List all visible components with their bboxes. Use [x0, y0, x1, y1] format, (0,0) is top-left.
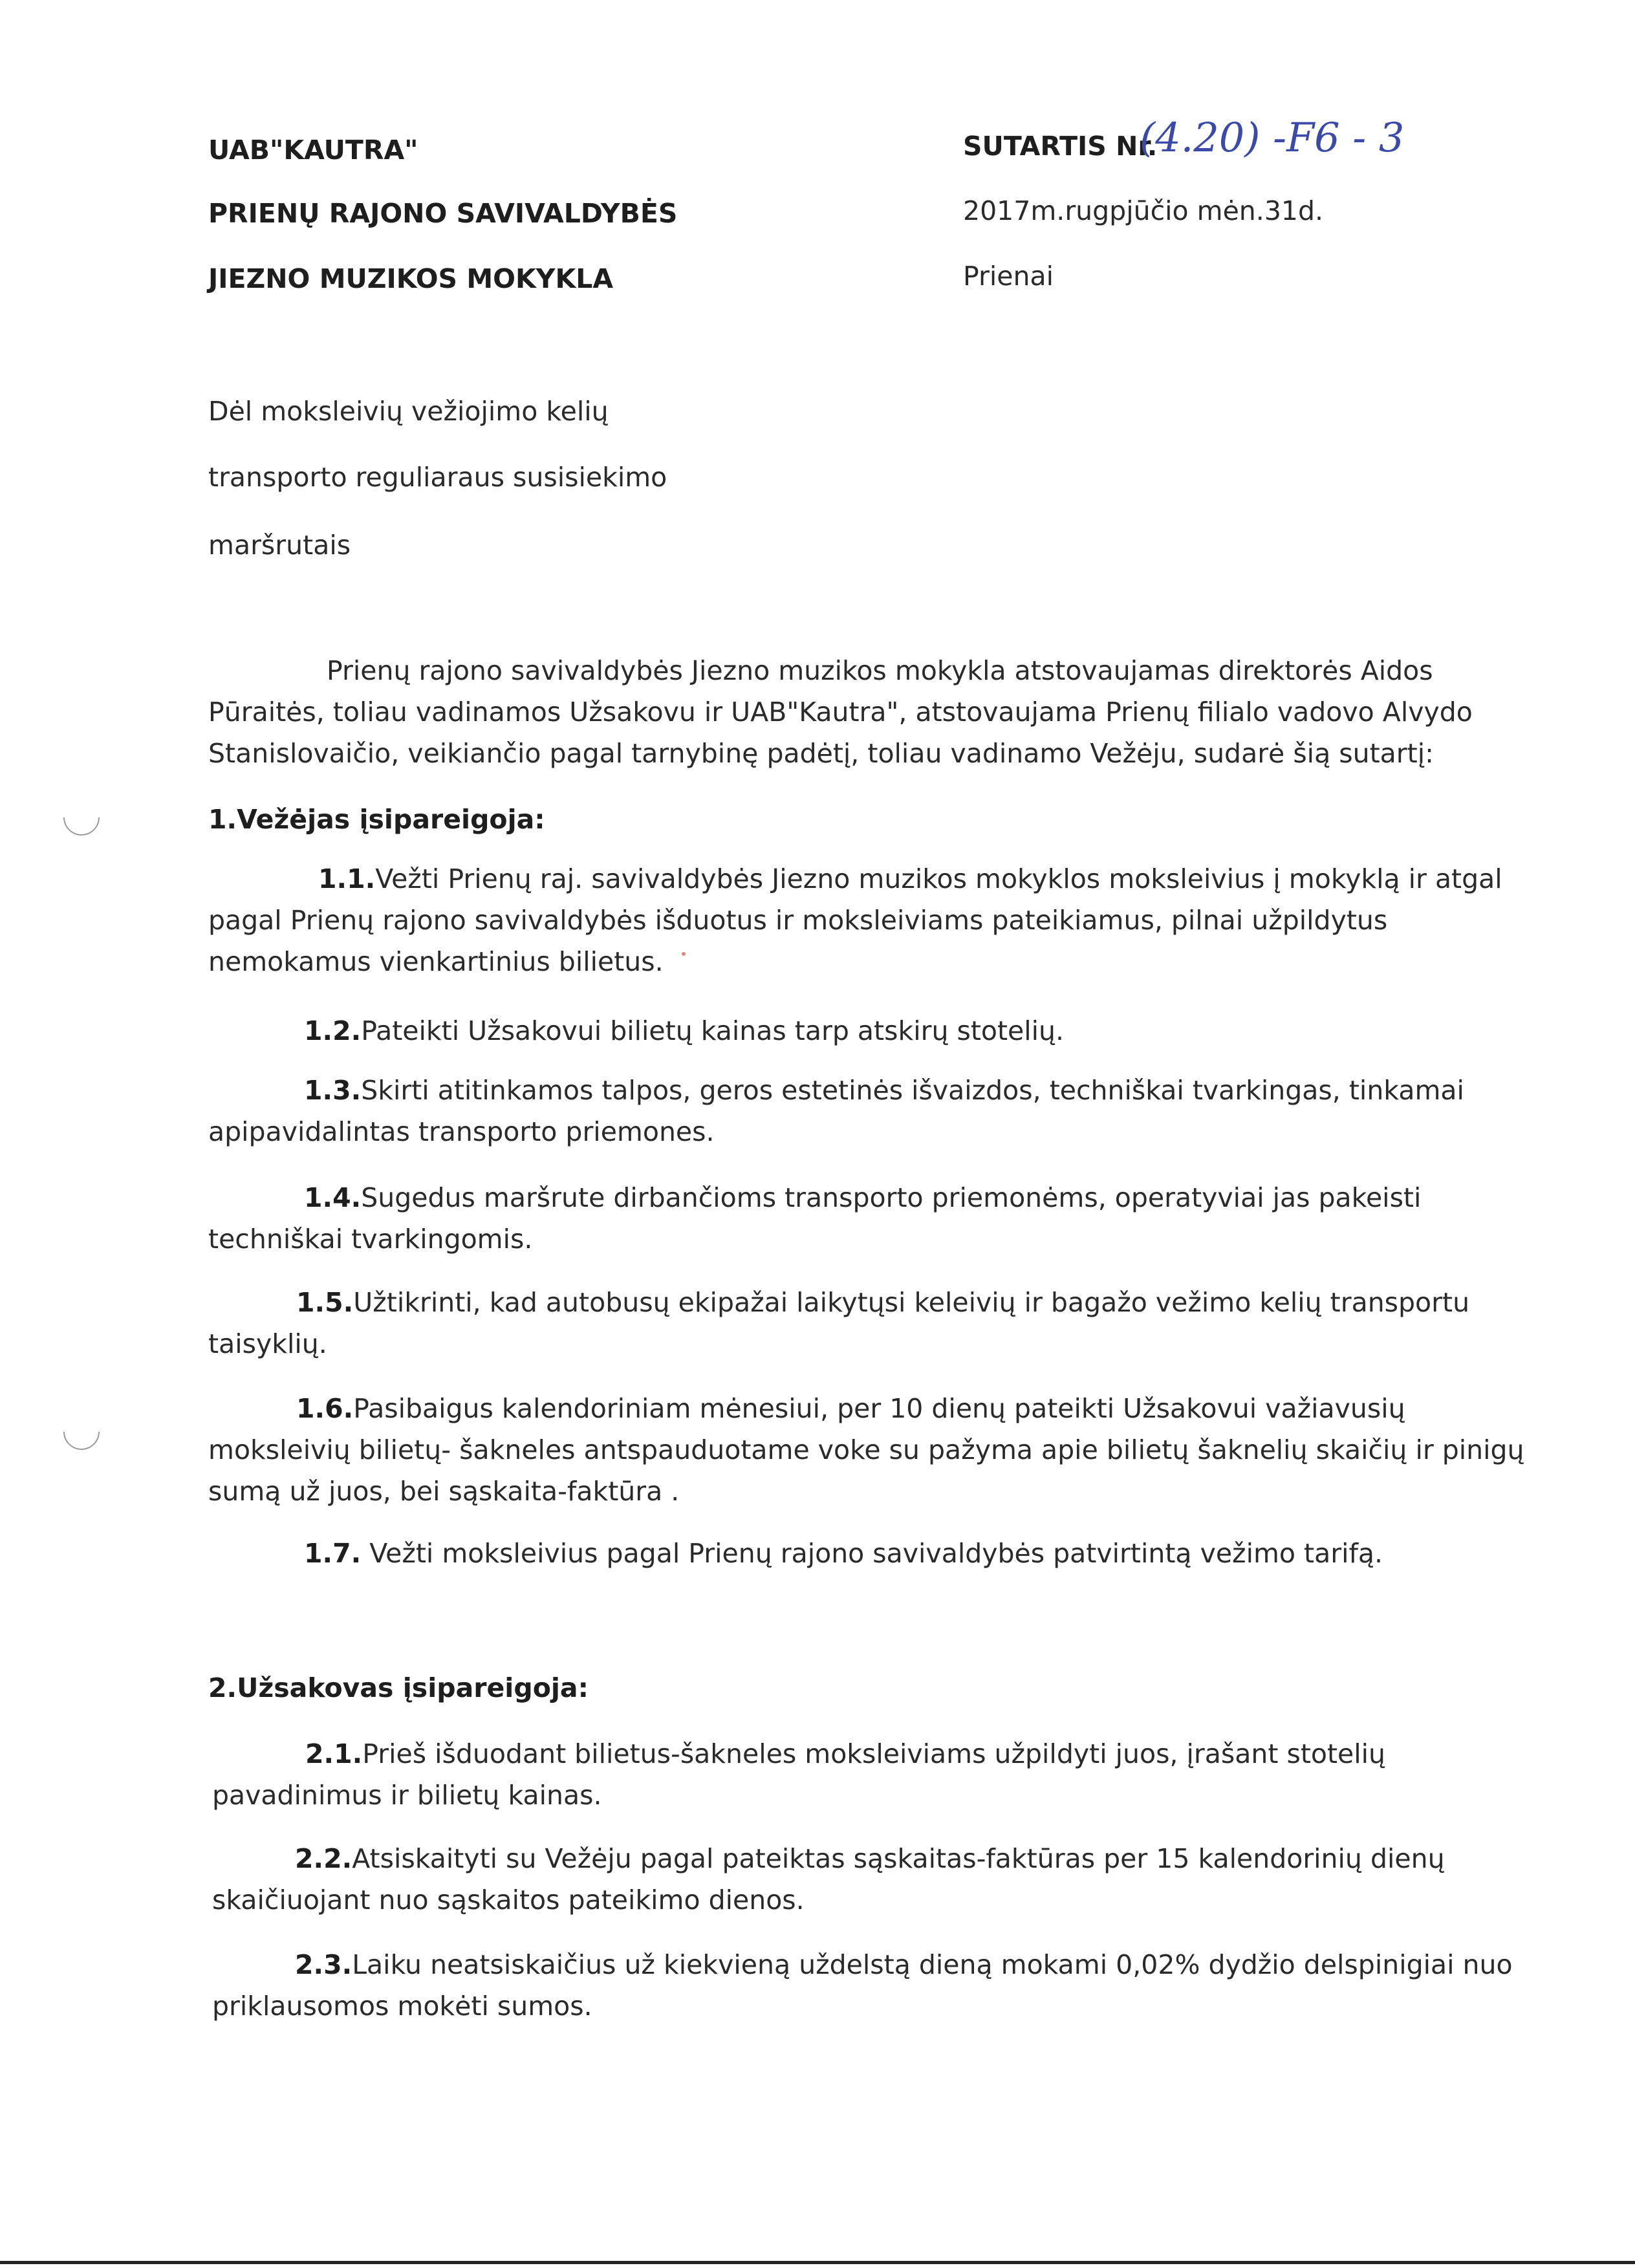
clause-text: Prieš išduodant bilietus-šakneles moksleiviams užpildyti juos, įrašant stotelių	[362, 1738, 1386, 1769]
contract-date: 2017m.rugpjūčio mėn.31d.	[963, 195, 1324, 226]
clause-number: 2.3.	[295, 1949, 352, 1980]
clause-text: pavadinimus ir bilietų kainas.	[212, 1780, 602, 1811]
clause-text: skaičiuojant nuo sąskaitos pateikimo dienos.	[212, 1885, 805, 1916]
clause-number: 1.5.	[296, 1287, 354, 1318]
clause-2-2	[212, 1838, 1445, 1921]
clause-number: 2.2.	[295, 1843, 352, 1874]
clause-text: Pateikti Užsakovui bilietų kainas tarp atskirų stotelių.	[361, 1015, 1065, 1046]
clause-1-2	[208, 1010, 1064, 1052]
clause-text: Sugedus maršrute dirbančioms transporto priemonėms, operatyviai jas pakeisti	[361, 1182, 1422, 1213]
clause-number: 1.1.	[318, 863, 376, 894]
party-municipality: PRIENŲ RAJONO SAVIVALDYBĖS	[208, 198, 678, 229]
clause-2-1	[212, 1733, 1385, 1816]
section1-title: 1.Vežėjas įsipareigoja:	[208, 804, 545, 835]
subject-line: transporto reguliaraus susisiekimo	[208, 462, 667, 493]
clause-number: 1.7.	[304, 1538, 362, 1569]
clause-text: Vežti moksleivius pagal Prienų rajono savivaldybės patvirtintą vežimo tarifą.	[361, 1538, 1383, 1569]
punch-hole-mark	[56, 792, 107, 843]
intro-line: Stanislovaičio, veikiančio pagal tarnybinę padėtį, toliau vadinamo Vežėju, sudarė šią sutartį:	[208, 738, 1434, 769]
clause-text: Užtikrinti, kad autobusų ekipažai laikytųsi keleivių ir bagažo vežimo kelių transportu	[353, 1287, 1470, 1318]
subject-line: Dėl moksleivių vežiojimo kelių	[208, 396, 609, 427]
contract-number-handwritten: (4.20) -F6 - 3	[1140, 114, 1405, 161]
intro-line: Pūraitės, toliau vadinamos Užsakovu ir UAB"Kautra", atstovaujama Prienų filialo vadovo Alvydo	[208, 697, 1473, 728]
contract-label: SUTARTIS Nr.	[963, 131, 1158, 162]
clause-number: 2.1.	[305, 1738, 363, 1769]
clause-text: taisyklių.	[208, 1328, 327, 1359]
punch-hole-mark	[56, 1406, 107, 1457]
clause-number: 1.3.	[304, 1075, 362, 1106]
clause-text: nemokamus vienkartinius bilietus.	[208, 946, 664, 977]
party-school: JIEZNO MUZIKOS MOKYKLA	[208, 263, 614, 294]
clause-1-7	[208, 1533, 1383, 1574]
clause-1-1	[208, 858, 1502, 982]
intro-line: Prienų rajono savivaldybės Jiezno muzikos mokykla atstovaujamas direktorės Aidos	[327, 655, 1433, 686]
clause-number: 1.4.	[304, 1182, 362, 1213]
section2-title: 2.Užsakovas įsipareigoja:	[208, 1672, 589, 1703]
clause-number: 1.6.	[296, 1393, 354, 1424]
scan-edge-line	[0, 2261, 1635, 2264]
clause-text: sumą už juos, bei sąskaita-faktūra .	[208, 1476, 680, 1507]
clause-text: priklausomos mokėti sumos.	[212, 1991, 592, 2022]
clause-text: Pasibaigus kalendoriniam mėnesiui, per 10 dienų pateikti Užsakovui važiavusių	[353, 1393, 1405, 1424]
clause-2-3	[212, 1944, 1513, 2027]
clause-number: 1.2.	[304, 1015, 362, 1046]
ink-dot	[682, 952, 686, 956]
clause-text: moksleivių bilietų- šakneles antspauduotame voke su pažyma apie bilietų šaknelių skaičių ir pinigų	[208, 1434, 1524, 1465]
party-kautra: UAB"KAUTRA"	[208, 135, 418, 166]
contract-place: Prienai	[963, 261, 1054, 292]
clause-text: Atsiskaityti su Vežėju pagal pateiktas sąskaitas-faktūras per 15 kalendorinių dienų	[352, 1843, 1445, 1874]
clause-1-5	[208, 1282, 1469, 1365]
clause-text: apipavidalintas transporto priemones.	[208, 1116, 715, 1147]
clause-1-3	[208, 1070, 1464, 1152]
clause-1-4	[208, 1177, 1421, 1260]
clause-1-6	[208, 1388, 1524, 1512]
intro-paragraph	[208, 650, 1473, 774]
clause-text: Laiku neatsiskaičius už kiekvieną uždelstą dieną mokami 0,02% dydžio delspinigiai nuo	[352, 1949, 1513, 1980]
clause-text: pagal Prienų rajono savivaldybės išduotus ir moksleiviams pateikiamus, pilnai užpildytus	[208, 905, 1388, 936]
clause-text: techniškai tvarkingomis.	[208, 1224, 533, 1255]
clause-text: Skirti atitinkamos talpos, geros estetinės išvaizdos, techniškai tvarkingas, tinkamai	[361, 1075, 1464, 1106]
subject-line: maršrutais	[208, 530, 351, 561]
clause-text: Vežti Prienų raj. savivaldybės Jiezno muzikos mokyklos moksleivius į mokyklą ir atgal	[375, 863, 1502, 894]
